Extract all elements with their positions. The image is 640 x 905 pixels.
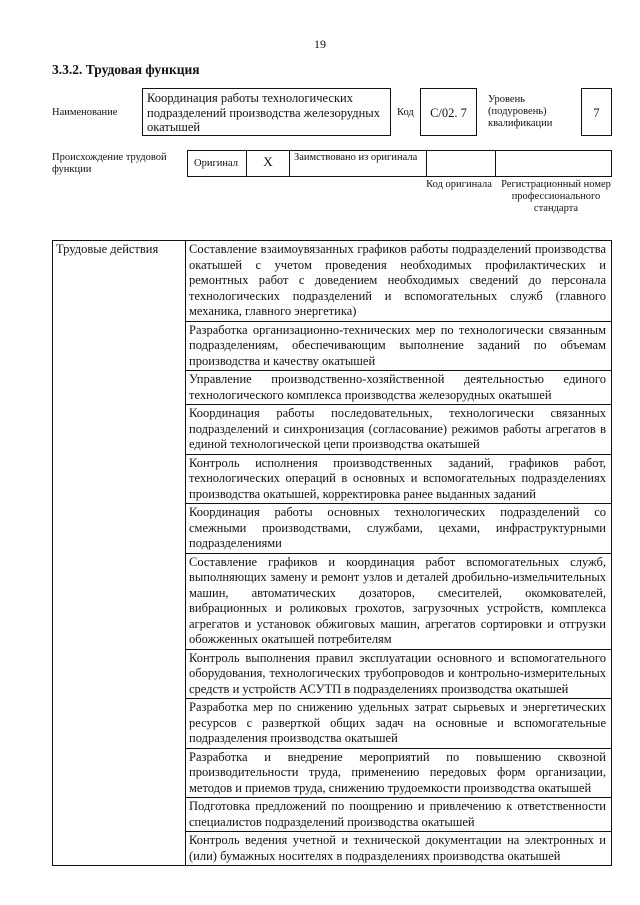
qualification-level-box (581, 88, 612, 136)
code-original-cell (427, 151, 496, 176)
labor-action-item: Подготовка предложений по поощрению и привлечению к ответственности специалистов подразделений производства окатышей (186, 798, 612, 832)
labor-action-item: Координация работы последовательных, технологически связанных подразделений и синхронизация (согласование) режимов работы агрегатов в единой технологической цепи производства окатышей (186, 405, 612, 455)
origin-row (187, 150, 612, 177)
code-original-label: Код оригинала (426, 179, 492, 190)
reg-number-cell (496, 151, 613, 176)
labor-action-item: Контроль исполнения производственных заданий, графиков работ, технологических операций в основных и вспомогательных подразделениях производства окатышей, корректировка ранее выданных заданий (186, 454, 612, 504)
original-label: Оригинал (188, 151, 247, 176)
labor-action-item: Составление взаимоувязанных графиков работы подразделений производства окатышей с учетом проведения необходимых профилактических и ремонтных работ с доведением необходимых сведений до персонала технологических подразделений и вспомогательных служб (главного механика, главного энергетика) (186, 241, 612, 322)
labor-actions-heading: Трудовые действия (53, 241, 186, 866)
function-name-box (142, 88, 391, 136)
labor-actions-table (52, 240, 612, 866)
labor-action-item: Разработка организационно-технических мер по технологически связанным подразделениям, обеспечивающим выполнение заданий по объемам производства и качеству окатышей (186, 321, 612, 371)
section-title: 3.3.2. Трудовая функция (52, 62, 200, 77)
labor-action-item: Разработка мер по снижению удельных затрат сырьевых и энергетических ресурсов с разверткой общих задач на основные и вспомогательные подразделения производства окатышей (186, 699, 612, 749)
name-label: Наименование (52, 107, 118, 118)
table-row (53, 241, 612, 322)
code-label: Код (397, 107, 414, 118)
qualification-level-label: Уровень (подуровень) квалификации (488, 94, 553, 129)
labor-action-item: Координация работы основных технологических подразделений со смежными производствами, службами, цехами, инфраструктурными подразделениями (186, 504, 612, 554)
borrowed-label: Заимствовано из оригинала (290, 151, 427, 176)
code-box (420, 88, 477, 136)
original-mark: X (247, 151, 290, 176)
labor-action-item: Управление производственно-хозяйственной деятельностью единого технологического комплекса производства железорудных окатышей (186, 371, 612, 405)
origin-label: Происхождение трудовой функции (52, 152, 167, 175)
labor-action-item: Разработка и внедрение мероприятий по повышению сквозной производительности труда, применению передовых форм организации, методов и приемов труда, снижению трудоемкости производства окатышей (186, 748, 612, 798)
labor-actions-body (53, 241, 612, 866)
labor-action-item: Составление графиков и координация работ вспомогательных служб, выполняющих замену и ремонт узлов и деталей дробильно-измельчительных машин, автоматических дозаторов, смесителей, окомкователей, вибрационных и роликовых грохотов, загрузочных устройств, комплекса агрегатов и установок обжиговых машин, агрегатов сортировки и отгрузки обожженных окатышей потребителям (186, 553, 612, 649)
code-value: С/02. 7 (430, 106, 467, 120)
labor-action-item: Контроль выполнения правил эксплуатации основного и вспомогательного оборудования, технологических трубопроводов и контрольно-измерительных средств и устройств АСУТП в подразделениях производства окатышей (186, 649, 612, 699)
function-name-value: Координация работы технологических подразделений производства железорудных окатышей (147, 91, 380, 134)
page-number: 19 (314, 37, 326, 51)
qualification-level-value: 7 (593, 106, 600, 120)
labor-action-item: Контроль ведения учетной и технической документации на электронных и (или) бумажных носителях в подразделениях производства окатышей (186, 832, 612, 866)
reg-number-label: Регистрационный номер профессионального стандарта (501, 179, 611, 214)
